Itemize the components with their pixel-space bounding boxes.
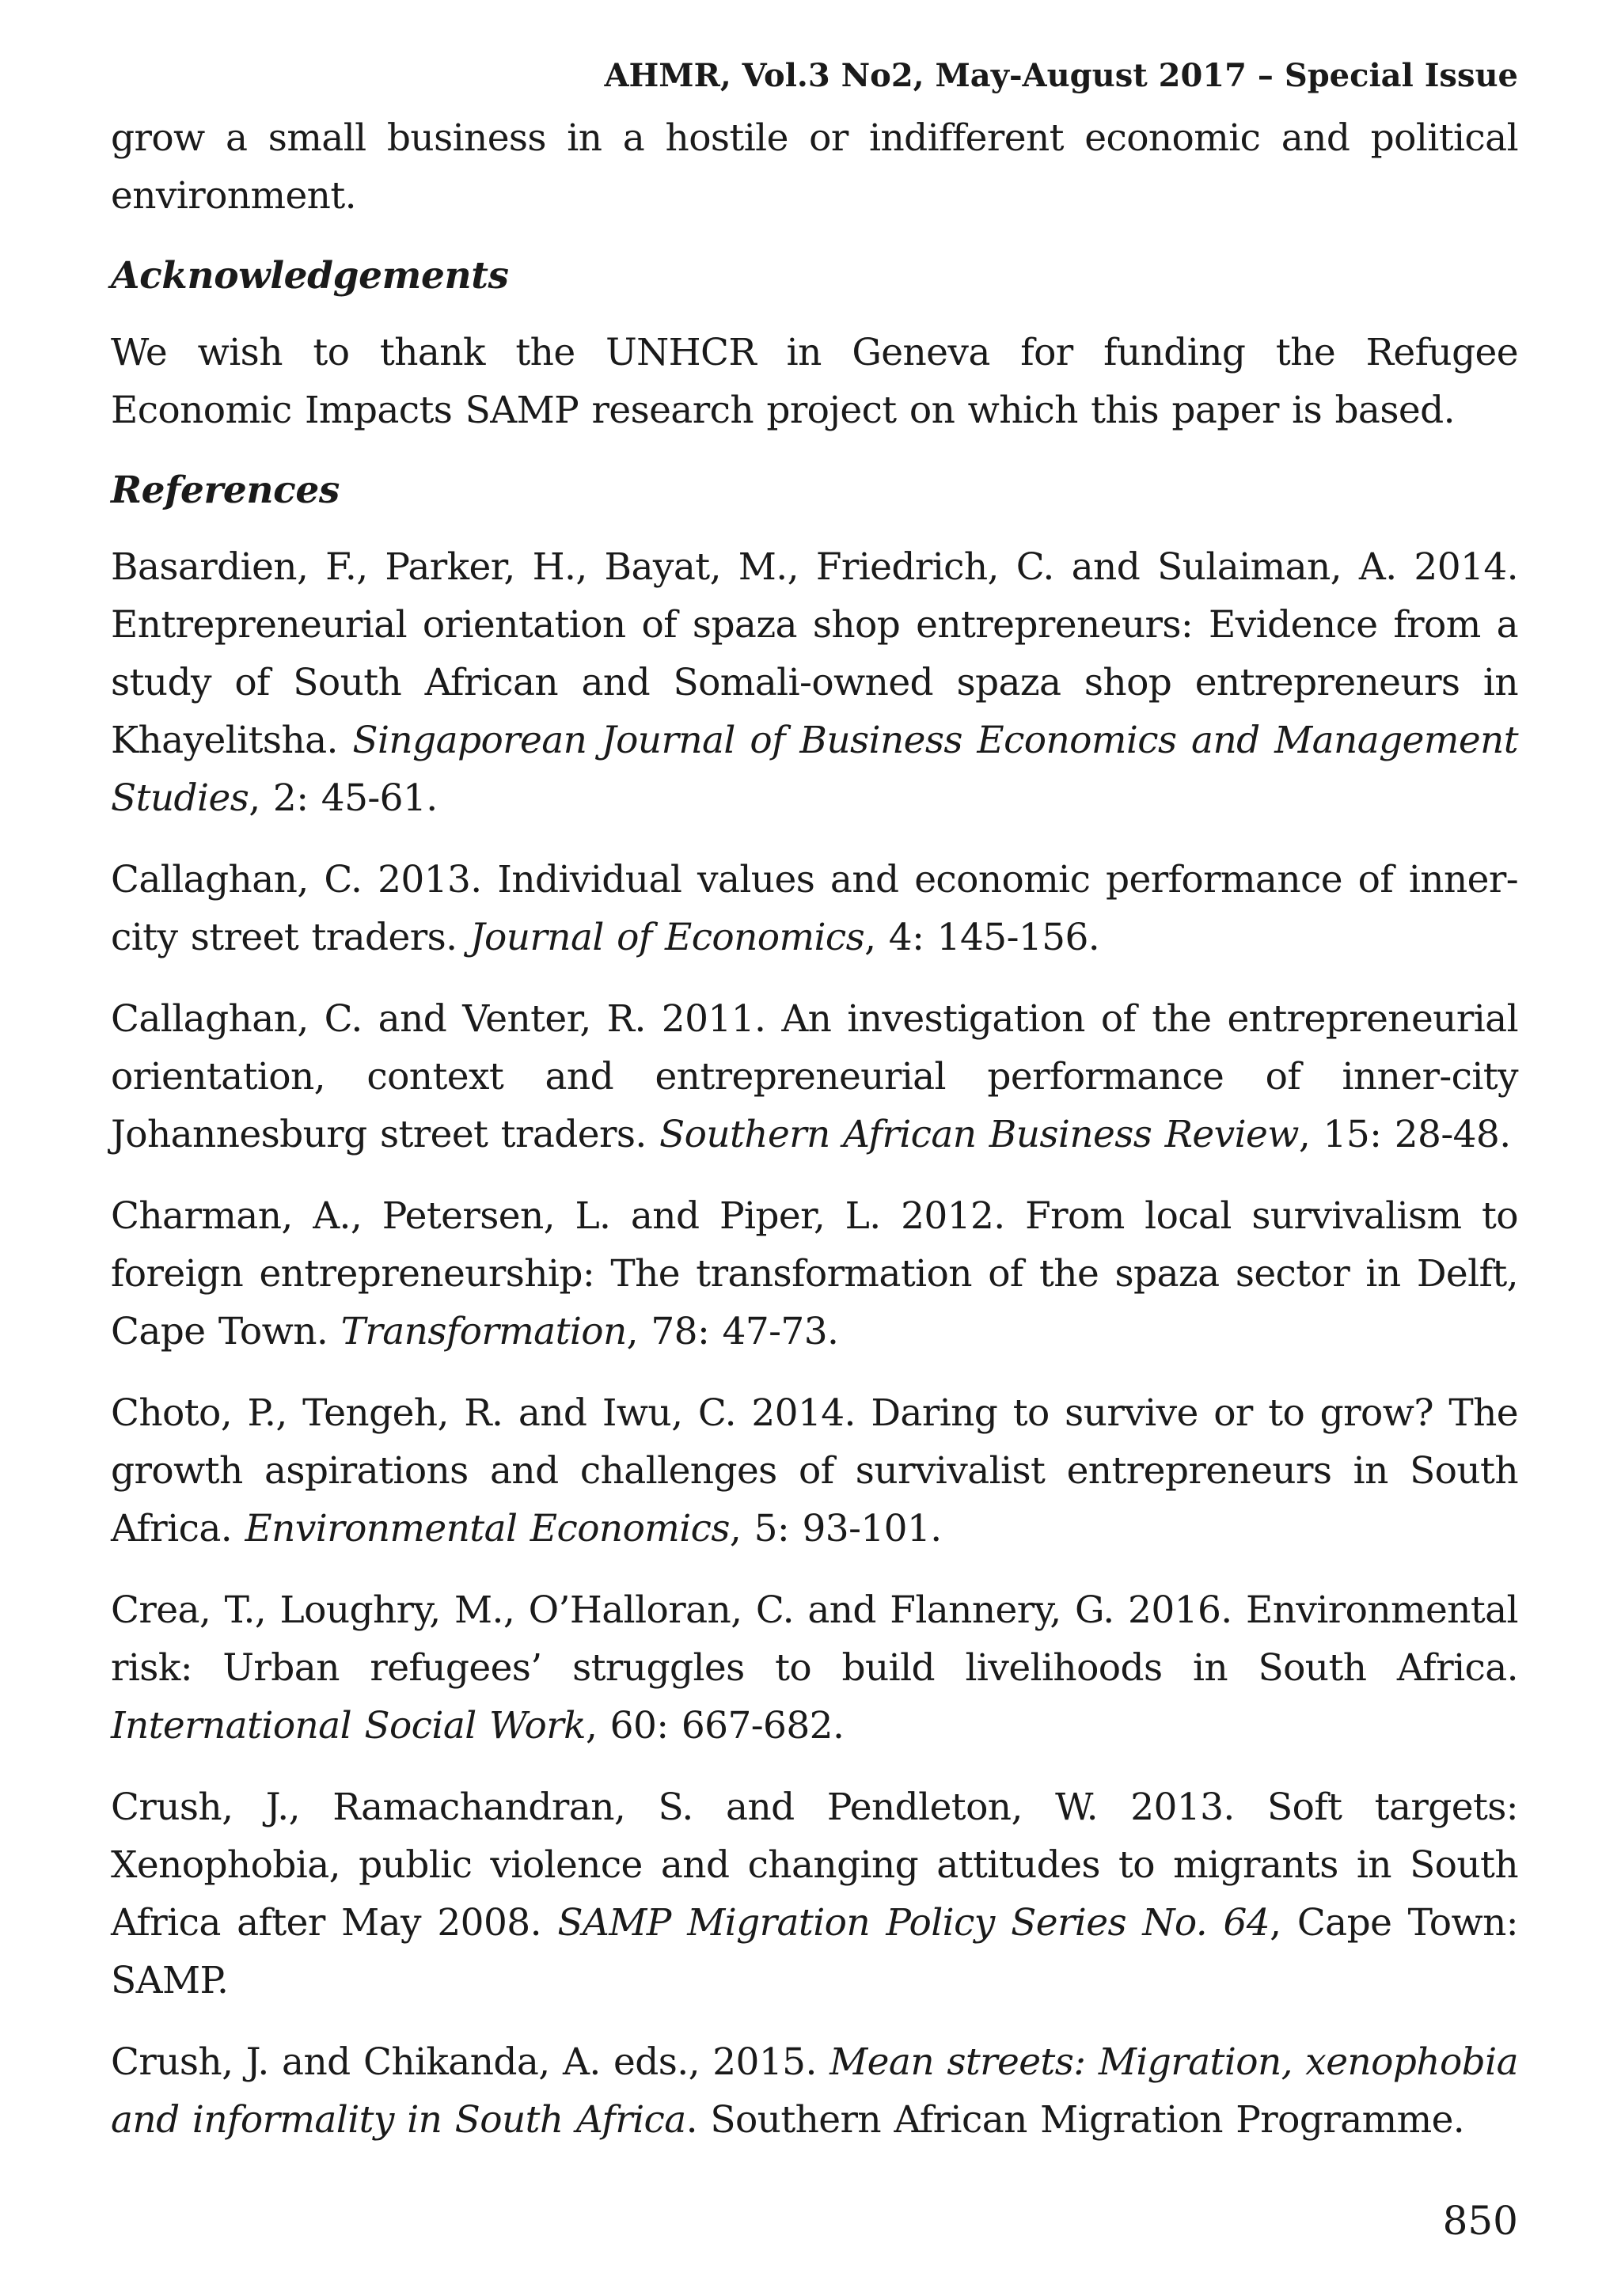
reference-text: Callaghan, C. 2013. Individual values and economic performance of inner-city street traders. (111, 858, 1518, 959)
reference-source: International Social Work (111, 1704, 586, 1748)
reference-item (111, 1581, 1518, 1755)
reference-text: Crush, J. and Chikanda, A. eds., 2015. (111, 2040, 830, 2084)
reference-text: Choto, P., Tengeh, R. and Iwu, C. 2014. Daring to survive or to grow? The growth aspirations and challenges of survivalist entrepreneurs in South Africa. (111, 1391, 1518, 1550)
reference-text: Basardien, F., Parker, H., Bayat, M., Friedrich, C. and Sulaiman, A. 2014. Entrepreneurial orientation of spaza shop entrepreneurs: Evidence from a study of South African and Somali-owned spaza shop entrepreneurs in Khayelitsha. (111, 545, 1518, 762)
reference-text: Crea, T., Loughry, M., O’Halloran, C. and Flannery, G. 2016. Environmental risk: Urban refugees’ struggles to build livelihoods in South Africa. (111, 1588, 1518, 1690)
reference-text: Crush, J., Ramachandran, S. and Pendleton, W. 2013. Soft targets: Xenophobia, public violence and changing attitudes to migrants in South Africa after May 2008. (111, 1786, 1518, 1945)
reference-source: Mean streets: Migration, xenophobia and informality in South Africa (111, 2040, 1518, 2142)
references-heading: References (111, 469, 340, 512)
reference-source: Environmental Economics (245, 1507, 730, 1550)
page-number: 850 (1442, 2198, 1518, 2244)
reference-item (111, 538, 1518, 827)
reference-details: , Cape Town: SAMP. (111, 1901, 1519, 2002)
running-header: AHMR, Vol.3 No2, May-August 2017 – Special Issue (604, 57, 1518, 94)
reference-source: Journal of Economics (469, 916, 865, 959)
reference-details: , 15: 28-48. (1298, 1113, 1511, 1156)
reference-source: Transformation (340, 1310, 627, 1353)
reference-source: SAMP Migration Policy Series No. 64 (557, 1901, 1270, 1945)
reference-text: Charman, A., Petersen, L. and Piper, L. 2012. From local survivalism to foreign entrepreneurship: The transformation of the spaza sector in Delft, Cape Town. (111, 1194, 1518, 1353)
reference-source: Southern African Business Review (659, 1113, 1299, 1156)
reference-item (111, 2033, 1518, 2149)
page-content (111, 54, 1518, 2173)
reference-text: Callaghan, C. and Venter, R. 2011. An investigation of the entrepreneurial orientation, context and entrepreneurial performance of inner-city Johannesburg street traders. (111, 997, 1518, 1156)
reference-details: , 78: 47-73. (626, 1310, 839, 1353)
reference-details: , 5: 93-101. (729, 1507, 942, 1550)
reference-list (111, 538, 1518, 2149)
reference-item (111, 851, 1518, 966)
reference-details: , 2: 45-61. (249, 776, 438, 820)
reference-details: , 60: 667-682. (585, 1704, 845, 1748)
acknowledgements-text: We wish to thank the UNHCR in Geneva for funding the Refugee Economic Impacts SAMP research project on which this paper is based. (111, 331, 1518, 432)
reference-item (111, 1778, 1518, 2009)
reference-details: . Southern African Migration Programme. (685, 2098, 1465, 2142)
reference-item (111, 1187, 1518, 1361)
reference-item (111, 1384, 1518, 1558)
reference-details: , 4: 145-156. (864, 916, 1100, 959)
reference-source: Singaporean Journal of Business Economics and Management Studies (111, 719, 1518, 820)
reference-item (111, 990, 1518, 1163)
acknowledgements-heading: Acknowledgements (111, 254, 509, 298)
intro-paragraph: grow a small business in a hostile or indifferent economic and political environment. (111, 116, 1518, 218)
